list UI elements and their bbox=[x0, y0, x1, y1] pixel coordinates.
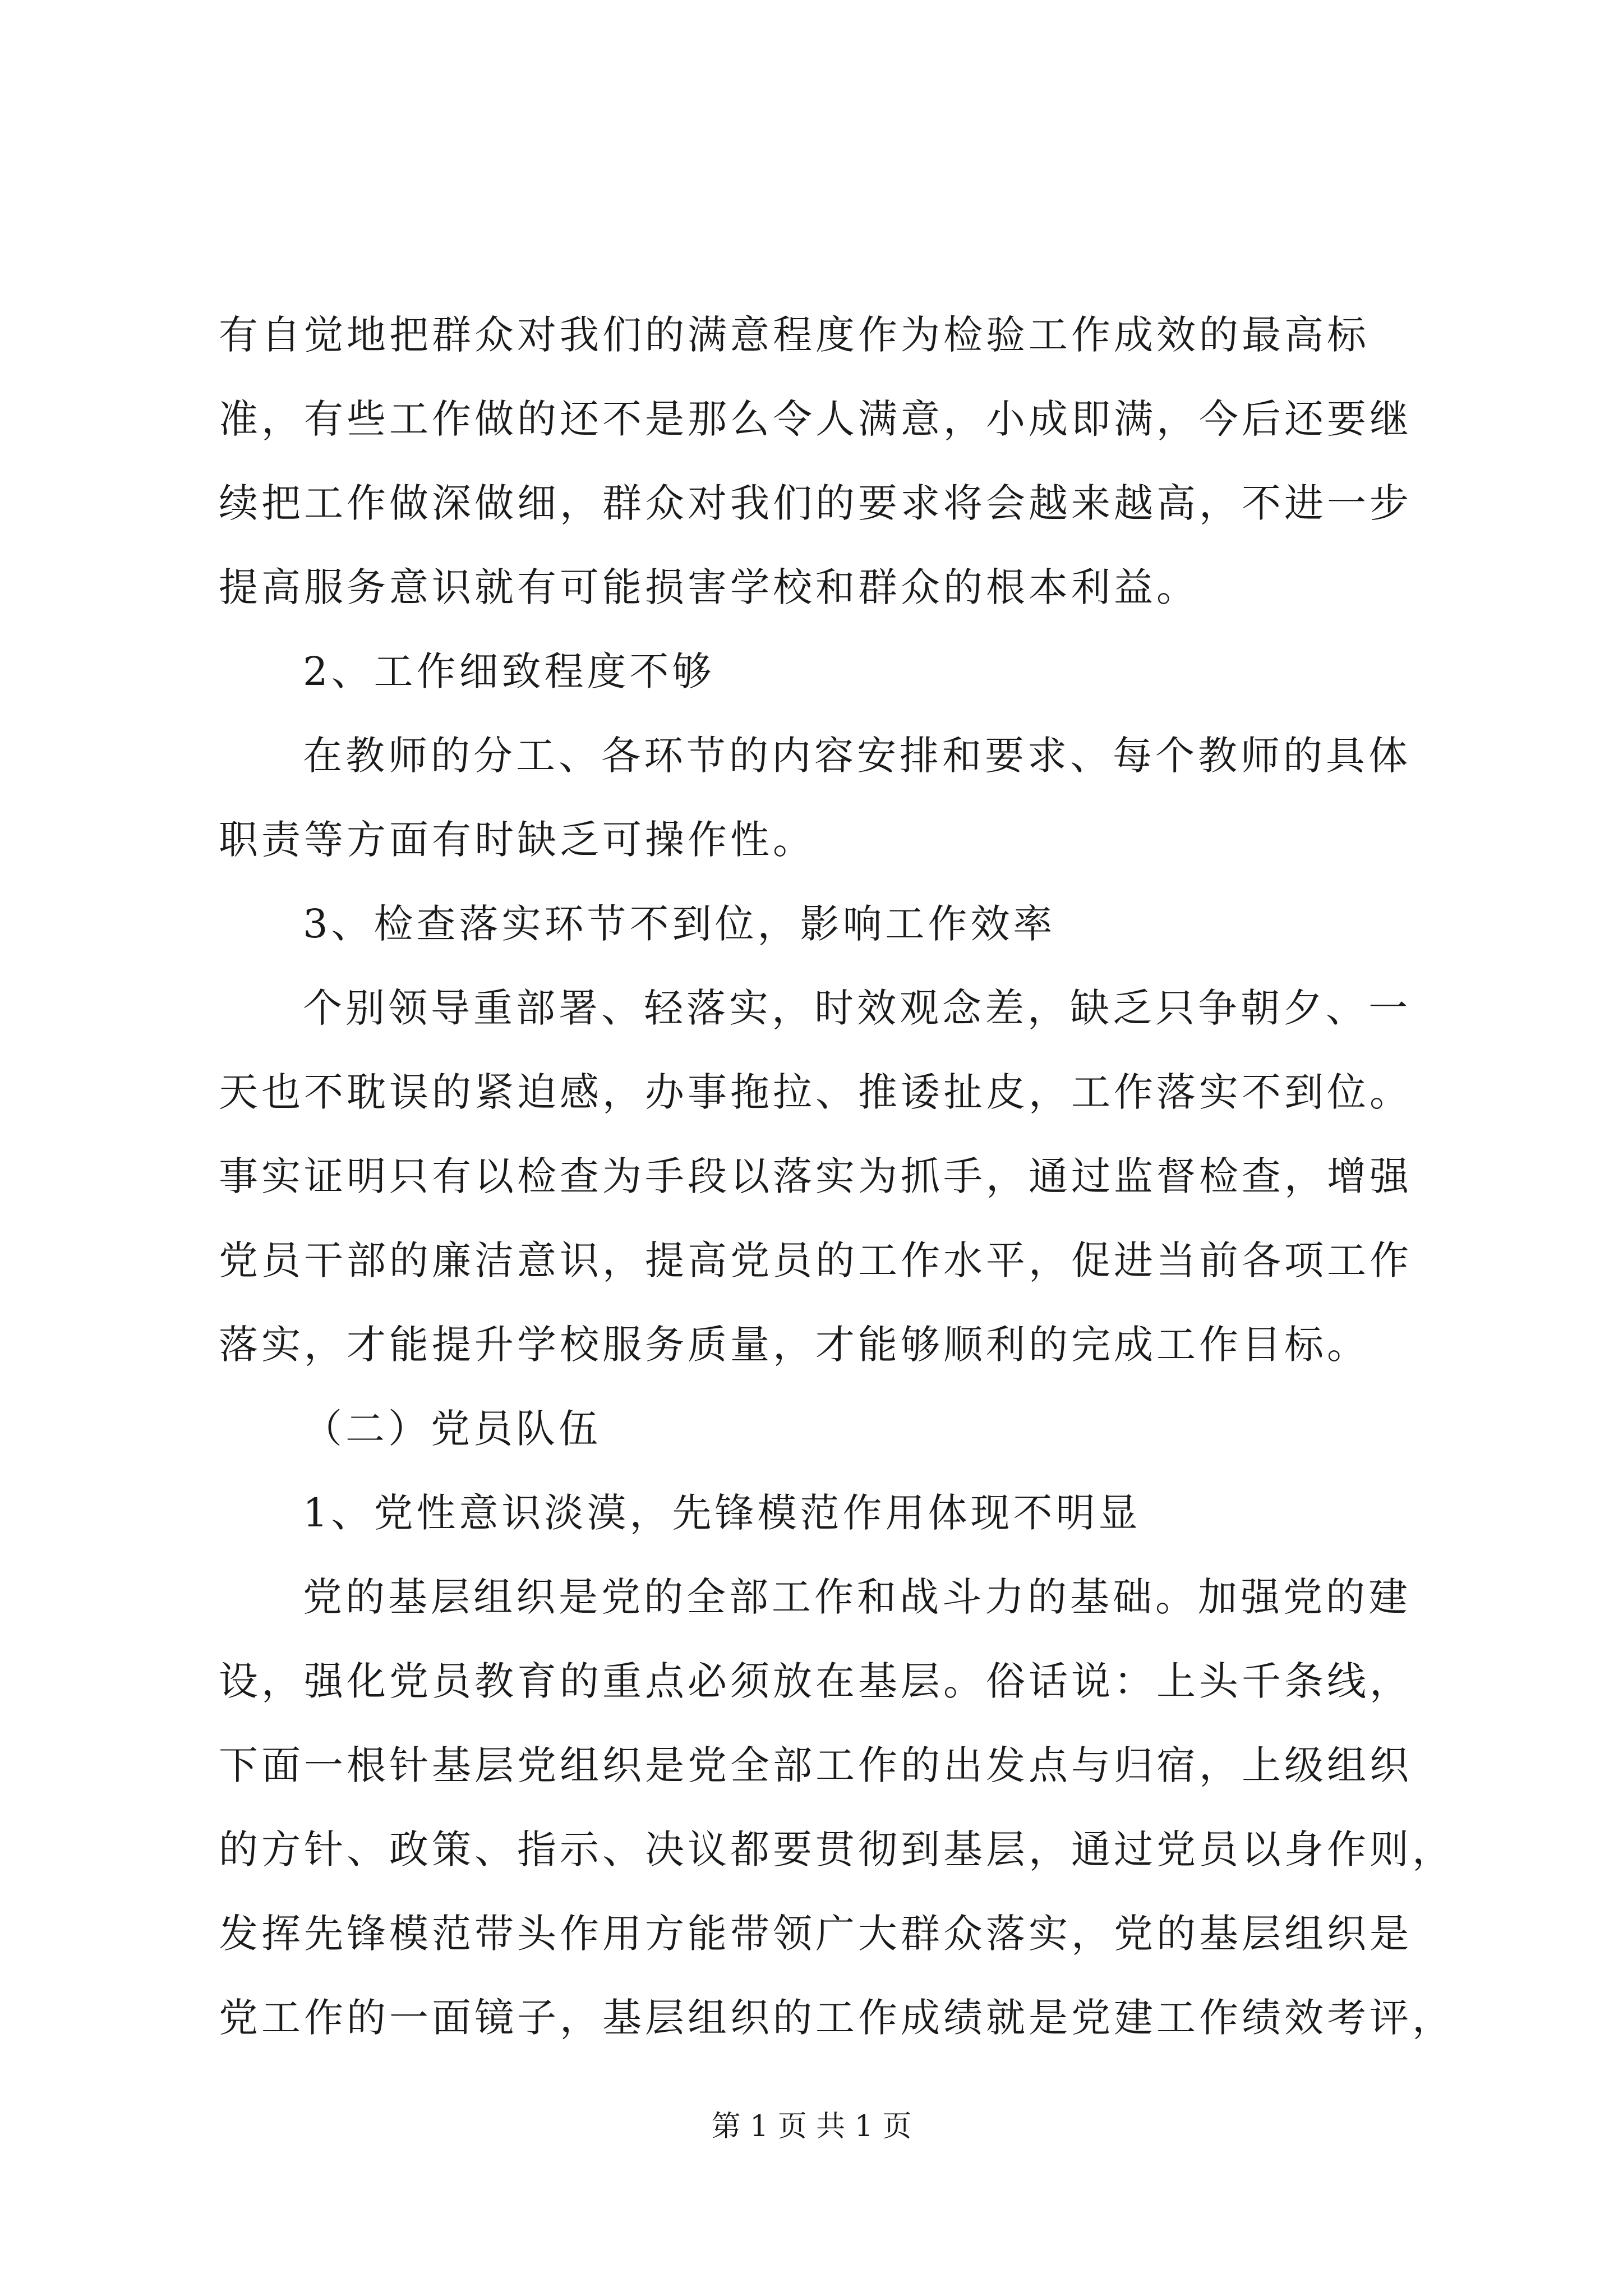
text-line: 事实证明只有以检查为手段以落实为抓手，通过监督检查，增强 bbox=[219, 1153, 1412, 1199]
document-body bbox=[219, 293, 1455, 2060]
text-line: （二）党员队伍 bbox=[303, 1406, 601, 1452]
text-line: 个别领导重部署、轻落实，时效观念差，缺乏只争朝夕、一 bbox=[303, 985, 1411, 1031]
text-line: 1、党性意识淡漠，先锋模范作用体现不明显 bbox=[303, 1490, 1141, 1536]
text-line: 党的基层组织是党的全部工作和战斗力的基础。加强党的建 bbox=[303, 1574, 1411, 1620]
text-line: 下面一根针基层党组织是党全部工作的出发点与归宿，上级组织 bbox=[219, 1742, 1412, 1788]
text-line: 有自觉地把群众对我们的满意程度作为检验工作成效的最高标 bbox=[219, 312, 1370, 358]
text-line: 发挥先锋模范带头作用方能带领广大群众落实，党的基层组织是 bbox=[219, 1911, 1412, 1957]
text-line: 党员干部的廉洁意识，提高党员的工作水平，促进当前各项工作 bbox=[219, 1237, 1412, 1283]
text-line: 职责等方面有时缺乏可操作性。 bbox=[219, 817, 815, 863]
page-footer: 第 1 页 共 1 页 bbox=[711, 2110, 912, 2143]
text-line: 提高服务意识就有可能损害学校和群众的根本利益。 bbox=[219, 564, 1199, 610]
text-line: 落实，才能提升学校服务质量，才能够顺利的完成工作目标。 bbox=[219, 1322, 1370, 1368]
text-line: 设，强化党员教育的重点必须放在基层。俗话说：上头千条线， bbox=[219, 1658, 1412, 1704]
text-line: 2、工作细致程度不够 bbox=[303, 648, 715, 694]
text-line: 在教师的分工、各环节的内容安排和要求、每个教师的具体 bbox=[303, 733, 1411, 779]
text-line: 3、检查落实环节不到位，影响工作效率 bbox=[303, 901, 1056, 947]
text-line: 党工作的一面镜子，基层组织的工作成绩就是党建工作绩效考评， bbox=[219, 1995, 1455, 2041]
text-line: 准，有些工作做的还不是那么令人满意，小成即满，今后还要继 bbox=[219, 396, 1412, 442]
text-line: 天也不耽误的紧迫感，办事拖拉、推诿扯皮，工作落实不到位。 bbox=[219, 1069, 1412, 1115]
text-line: 续把工作做深做细，群众对我们的要求将会越来越高，不进一步 bbox=[219, 480, 1412, 526]
text-line: 的方针、政策、指示、决议都要贯彻到基层，通过党员以身作则， bbox=[219, 1826, 1455, 1872]
